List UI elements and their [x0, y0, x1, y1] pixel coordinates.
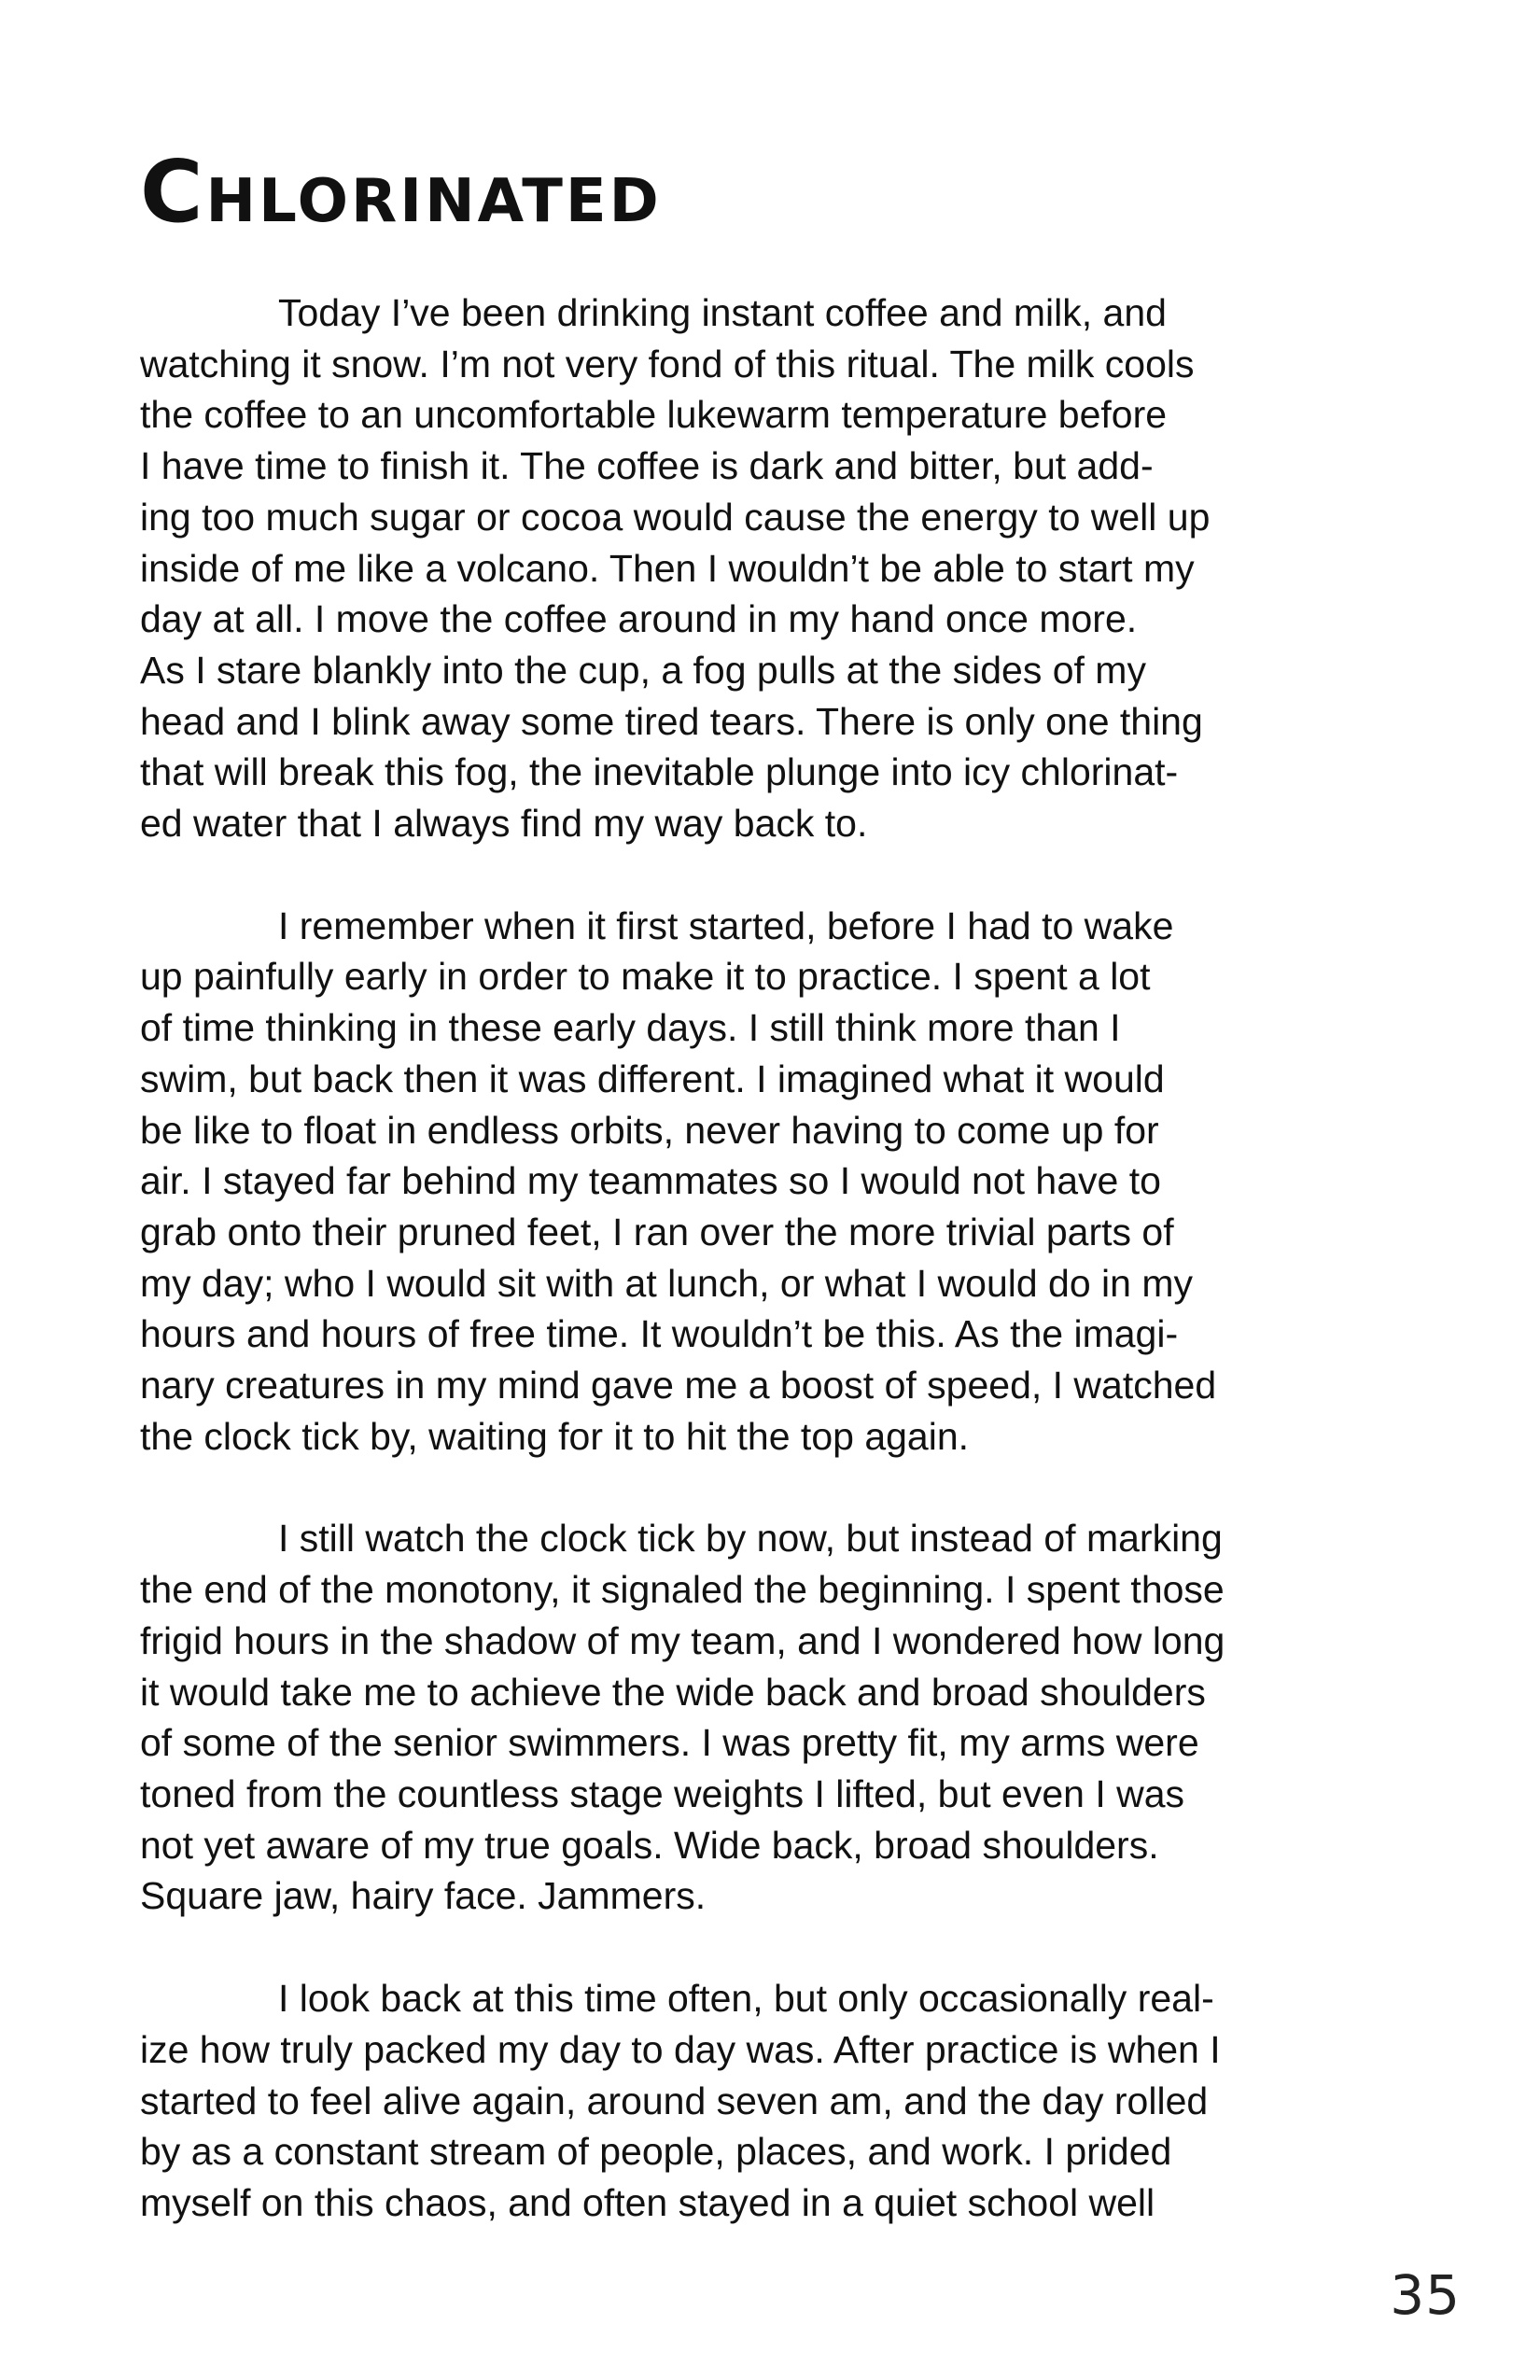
text-line: I look back at this time often, but only occasionally real- [278, 1977, 1214, 2021]
text-line: of time thinking in these early days. I still think more than I [140, 1006, 1121, 1050]
body-text [140, 287, 1391, 2280]
paragraph-2 [140, 901, 1391, 1463]
text-line: of some of the senior swimmers. I was pretty fit, my arms were [140, 1721, 1199, 1765]
paragraph-4 [140, 1973, 1391, 2229]
text-line: frigid hours in the shadow of my team, and I wondered how long [140, 1618, 1225, 1662]
text-line: I remember when it first started, before I had to wake [278, 903, 1174, 947]
text-line: swim, but back then it was different. I imagined what it would [140, 1057, 1165, 1100]
text-line: inside of me like a volcano. Then I wouldn’t be able to start my [140, 546, 1195, 590]
text-line: air. I stayed far behind my teammates so I would not have to [140, 1159, 1161, 1203]
text-line: hours and hours of free time. It wouldn’t be this. As the imagi- [140, 1312, 1179, 1356]
page-number: 35 [1390, 2263, 1461, 2327]
text-line: grab onto their pruned feet, I ran over the more trivial parts of [140, 1210, 1174, 1253]
text-line: started to feel alive again, around seven am, and the day rolled [140, 2079, 1209, 2122]
text-line: the coffee to an uncomfortable lukewarm temperature before [140, 393, 1168, 437]
page-title: Chlorinated [140, 142, 662, 242]
text-line: As I stare blankly into the cup, a fog pulls at the sides of my [140, 648, 1146, 692]
text-line: head and I blink away some tired tears. There is only one thing [140, 699, 1203, 743]
text-line: I still watch the clock tick by now, but instead of marking [278, 1517, 1223, 1561]
text-line: myself on this chaos, and often stayed in a quiet school well [140, 2180, 1155, 2224]
text-line: nary creatures in my mind gave me a boost of speed, I watched [140, 1364, 1217, 1407]
text-line: ing too much sugar or cocoa would cause the energy to well up [140, 495, 1211, 539]
text-line: up painfully early in order to make it to practice. I spent a lot [140, 955, 1151, 999]
text-line: ize how truly packed my day to day was. After practice is when I [140, 2027, 1221, 2071]
text-line: the end of the monotony, it signaled the beginning. I spent those [140, 1568, 1225, 1612]
text-line: Today I’ve been drinking instant coffee and milk, and [278, 291, 1167, 334]
text-line: ed water that I always find my way back to. [140, 802, 868, 846]
text-line: not yet aware of my true goals. Wide back, broad shoulders. [140, 1823, 1159, 1867]
text-line: Square jaw, hairy face. Jammers. [140, 1874, 707, 1918]
text-line: watching it snow. I’m not very fond of this ritual. The milk cools [140, 342, 1195, 385]
text-line: the clock tick by, waiting for it to hit the top again. [140, 1414, 970, 1458]
text-line: I have time to finish it. The coffee is dark and bitter, but add- [140, 444, 1154, 488]
paragraph-3 [140, 1513, 1391, 1922]
text-line: that will break this fog, the inevitable plunge into icy chlorinat- [140, 750, 1179, 794]
text-line: be like to float in endless orbits, never having to come up for [140, 1108, 1159, 1152]
paragraph-1 [140, 287, 1391, 849]
text-line: by as a constant stream of people, places, and work. I prided [140, 2130, 1172, 2174]
text-line: day at all. I move the coffee around in my hand once more. [140, 597, 1138, 641]
text-line: toned from the countless stage weights I lifted, but even I was [140, 1771, 1185, 1815]
text-line: it would take me to achieve the wide back and broad shoulders [140, 1670, 1206, 1714]
text-line: my day; who I would sit with at lunch, or what I would do in my [140, 1261, 1194, 1305]
